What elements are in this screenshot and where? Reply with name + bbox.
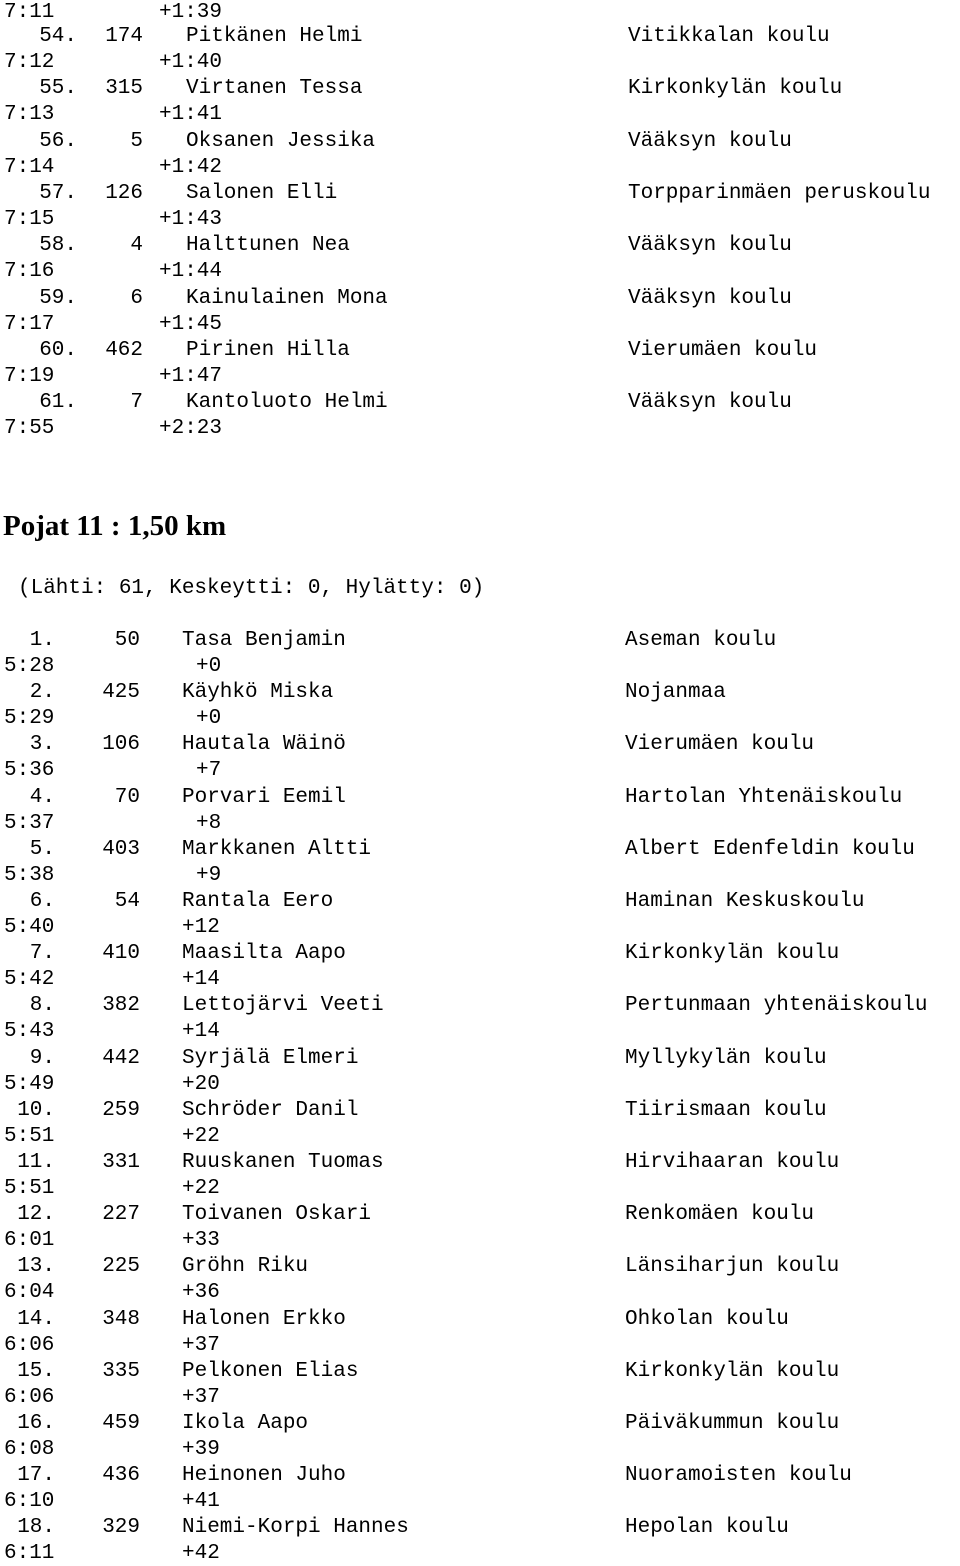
result-rank: 60. (39, 338, 77, 362)
result-name: Hautala Wäinö (182, 733, 346, 757)
result-time-row (0, 1333, 960, 1359)
result-school: Kirkonkylän koulu (625, 1359, 840, 1383)
leading-time-row (0, 0, 960, 26)
result-rank: 7. (29, 942, 55, 966)
result-time-row (0, 706, 960, 732)
result-time-row (0, 155, 960, 181)
result-time-row (0, 1019, 960, 1045)
result-row (0, 233, 960, 259)
result-diff: +33 (182, 1229, 220, 1253)
result-rank: 5. (29, 837, 55, 861)
result-time-row (0, 1437, 960, 1463)
result-school: Kirkonkylän koulu (625, 942, 840, 966)
result-bib: 7 (130, 391, 143, 415)
result-bib: 382 (102, 994, 140, 1018)
result-row (0, 338, 960, 364)
result-school: Vääksyn koulu (628, 391, 792, 415)
result-rank: 58. (39, 234, 77, 258)
result-time: 5:51 (4, 1124, 55, 1148)
result-time-row (0, 1385, 960, 1411)
result-time-row (0, 811, 960, 837)
result-rank: 15. (17, 1359, 55, 1383)
result-bib: 126 (105, 181, 143, 205)
result-time: 5:51 (4, 1177, 55, 1200)
result-name: Pitkänen Helmi (186, 25, 363, 48)
result-bib: 331 (102, 1151, 140, 1174)
result-bib: 329 (102, 1516, 140, 1540)
result-rank: 6. (29, 890, 55, 913)
result-rank: 16. (17, 1412, 55, 1435)
result-bib: 6 (130, 286, 143, 310)
result-school: Vitikkalan koulu (628, 25, 830, 48)
result-school: Haminan Keskuskoulu (625, 890, 865, 913)
result-school: Kirkonkylän koulu (628, 77, 843, 101)
result-name: Pelkonen Elias (182, 1359, 359, 1383)
result-time: 7:17 (4, 312, 55, 336)
result-rank: 1. (29, 629, 55, 652)
result-row (0, 1411, 960, 1437)
result-row (0, 1098, 960, 1124)
result-row (0, 628, 960, 654)
result-time-row (0, 967, 960, 993)
result-row (0, 1515, 960, 1541)
result-row (0, 76, 960, 102)
result-bib: 335 (102, 1359, 140, 1383)
result-name: Rantala Eero (182, 890, 334, 913)
result-diff: +42 (182, 1542, 220, 1566)
result-row (0, 1359, 960, 1385)
result-bib: 442 (102, 1046, 140, 1070)
result-bib: 106 (102, 733, 140, 757)
result-bib: 5 (130, 129, 143, 153)
result-row (0, 732, 960, 758)
result-row (0, 1150, 960, 1176)
result-diff: +8 (196, 811, 222, 835)
result-school: Pertunmaan yhtenäiskoulu (625, 994, 928, 1018)
result-time: 5:36 (4, 759, 55, 783)
result-time-row (0, 1280, 960, 1306)
result-row (0, 680, 960, 706)
result-diff: +37 (182, 1385, 220, 1409)
result-diff: +1:43 (159, 207, 223, 231)
result-row (0, 785, 960, 811)
result-row (0, 1463, 960, 1489)
result-rank: 4. (29, 785, 55, 809)
result-bib: 50 (114, 629, 140, 652)
result-diff: +22 (182, 1124, 220, 1148)
result-bib: 425 (102, 681, 140, 705)
result-time: 6:06 (4, 1385, 55, 1409)
result-school: Vääksyn koulu (628, 129, 792, 153)
result-time: 7:15 (4, 207, 55, 231)
result-time: 5:28 (4, 655, 55, 678)
result-time: 5:43 (4, 1020, 55, 1044)
result-diff: +36 (182, 1281, 220, 1305)
result-name: Kantoluoto Helmi (186, 391, 388, 415)
result-row (0, 889, 960, 915)
result-time-row (0, 1541, 960, 1566)
result-name: Oksanen Jessika (186, 129, 376, 153)
result-diff: +1:44 (159, 260, 223, 284)
result-time-row (0, 259, 960, 285)
result-rank: 17. (17, 1464, 55, 1488)
result-name: Toivanen Oskari (182, 1203, 372, 1227)
result-rank: 59. (39, 286, 77, 310)
section-summary: (Lähti: 61, Keskeytti: 0, Hylätty: 0) (18, 577, 485, 600)
result-name: Lettojärvi Veeti (182, 994, 384, 1018)
result-row (0, 1202, 960, 1228)
result-name: Porvari Eemil (182, 785, 346, 809)
result-bib: 403 (102, 837, 140, 861)
result-school: Nojanmaa (625, 681, 726, 705)
result-school: Vierumäen koulu (625, 733, 815, 757)
result-name: Niemi-Korpi Hannes (182, 1516, 409, 1540)
result-time: 6:06 (4, 1333, 55, 1357)
result-time-row (0, 1072, 960, 1098)
result-bib: 4 (130, 234, 143, 258)
result-diff: +1:45 (159, 312, 223, 336)
result-bib: 225 (102, 1255, 140, 1279)
result-school: Myllykylän koulu (625, 1046, 827, 1070)
result-row (0, 993, 960, 1019)
result-time-row (0, 416, 960, 442)
result-rank: 54. (39, 25, 77, 48)
result-name: Maasilta Aapo (182, 942, 346, 966)
result-rank: 8. (29, 994, 55, 1018)
result-rank: 3. (29, 733, 55, 757)
result-name: Virtanen Tessa (186, 77, 363, 101)
result-time: 7:16 (4, 260, 55, 284)
result-diff: +1:47 (159, 364, 223, 388)
result-name: Ikola Aapo (182, 1412, 309, 1435)
result-school: Aseman koulu (625, 629, 777, 652)
result-time: 5:29 (4, 707, 55, 731)
result-school: Albert Edenfeldin koulu (625, 837, 915, 861)
result-school: Päiväkummun koulu (625, 1412, 840, 1435)
result-row (0, 1307, 960, 1333)
result-diff: +1:40 (159, 51, 223, 74)
result-diff: +12 (182, 916, 220, 939)
result-rank: 14. (17, 1307, 55, 1331)
result-name: Markkanen Altti (182, 837, 372, 861)
result-school: Vääksyn koulu (628, 234, 792, 258)
result-rank: 9. (29, 1046, 55, 1070)
result-time-row (0, 1489, 960, 1515)
result-bib: 259 (102, 1098, 140, 1122)
result-time: 7:12 (4, 51, 55, 74)
result-bib: 436 (102, 1464, 140, 1488)
result-row (0, 941, 960, 967)
result-time: 6:10 (4, 1490, 55, 1514)
result-rank: 18. (17, 1516, 55, 1540)
result-school: Länsiharjun koulu (625, 1255, 840, 1279)
result-bib: 227 (102, 1203, 140, 1227)
result-time: 7:19 (4, 364, 55, 388)
result-bib: 348 (102, 1307, 140, 1331)
result-time-row (0, 1228, 960, 1254)
result-time-row (0, 863, 960, 889)
result-name: Tasa Benjamin (182, 629, 346, 652)
result-school: Hirvihaaran koulu (625, 1151, 840, 1174)
result-rank: 10. (17, 1098, 55, 1122)
result-time-row (0, 50, 960, 76)
result-time: 6:11 (4, 1542, 55, 1566)
result-diff: +39 (182, 1438, 220, 1461)
result-rank: 12. (17, 1203, 55, 1227)
result-time: 5:37 (4, 811, 55, 835)
result-diff: +1:39 (159, 1, 223, 24)
result-time: 6:04 (4, 1281, 55, 1305)
result-name: Heinonen Juho (182, 1464, 346, 1488)
section-title: Pojat 11 : 1,50 km (3, 510, 227, 542)
result-row (0, 129, 960, 155)
result-rank: 56. (39, 129, 77, 153)
result-time-row (0, 915, 960, 941)
result-school: Renkomäen koulu (625, 1203, 815, 1227)
result-name: Kainulainen Mona (186, 286, 388, 310)
result-time: 5:40 (4, 916, 55, 939)
result-diff: +14 (182, 968, 220, 992)
result-name: Ruuskanen Tuomas (182, 1151, 384, 1174)
result-rank: 2. (29, 681, 55, 705)
result-school: Hartolan Yhtenäiskoulu (625, 785, 903, 809)
result-school: Torpparinmäen peruskoulu (628, 181, 931, 205)
result-diff: +1:41 (159, 103, 223, 127)
result-school: Vääksyn koulu (628, 286, 792, 310)
result-name: Halttunen Nea (186, 234, 350, 258)
result-bib: 315 (105, 77, 143, 101)
result-time-row (0, 1176, 960, 1202)
result-name: Halonen Erkko (182, 1307, 346, 1331)
result-name: Schröder Danil (182, 1098, 359, 1122)
result-time: 7:55 (4, 417, 55, 441)
result-name: Salonen Elli (186, 181, 338, 205)
result-diff: +9 (196, 863, 222, 887)
result-name: Käyhkö Miska (182, 681, 334, 705)
result-bib: 54 (114, 890, 140, 913)
result-diff: +0 (196, 707, 222, 731)
result-time-row (0, 654, 960, 680)
result-name: Pirinen Hilla (186, 338, 350, 362)
result-time-row (0, 1124, 960, 1150)
result-name: Syrjälä Elmeri (182, 1046, 359, 1070)
result-time-row (0, 207, 960, 233)
result-school: Hepolan koulu (625, 1516, 789, 1540)
result-row (0, 837, 960, 863)
result-time: 5:49 (4, 1072, 55, 1096)
result-diff: +1:42 (159, 155, 223, 179)
result-time: 5:38 (4, 863, 55, 887)
result-school: Nuoramoisten koulu (625, 1464, 852, 1488)
result-bib: 174 (105, 25, 143, 48)
result-row (0, 390, 960, 416)
result-rank: 57. (39, 181, 77, 205)
result-rank: 61. (39, 391, 77, 415)
result-diff: +14 (182, 1020, 220, 1044)
result-row (0, 1046, 960, 1072)
result-time: 6:01 (4, 1229, 55, 1253)
result-rank: 55. (39, 77, 77, 101)
result-bib: 70 (114, 785, 140, 809)
result-time-row (0, 758, 960, 784)
result-time: 6:08 (4, 1438, 55, 1461)
result-diff: +0 (196, 655, 222, 678)
result-school: Vierumäen koulu (628, 338, 818, 362)
result-time-row (0, 312, 960, 338)
result-name: Gröhn Riku (182, 1255, 309, 1279)
result-time: 7:11 (4, 1, 55, 24)
result-time: 7:14 (4, 155, 55, 179)
result-school: Ohkolan koulu (625, 1307, 789, 1331)
result-row (0, 181, 960, 207)
result-rank: 13. (17, 1255, 55, 1279)
result-bib: 459 (102, 1412, 140, 1435)
result-bib: 462 (105, 338, 143, 362)
result-school: Tiirismaan koulu (625, 1098, 827, 1122)
result-diff: +22 (182, 1177, 220, 1200)
result-diff: +20 (182, 1072, 220, 1096)
result-diff: +37 (182, 1333, 220, 1357)
result-row (0, 286, 960, 312)
result-diff: +2:23 (159, 417, 223, 441)
result-time-row (0, 364, 960, 390)
result-diff: +7 (196, 759, 222, 783)
result-diff: +41 (182, 1490, 220, 1514)
result-bib: 410 (102, 942, 140, 966)
result-rank: 11. (17, 1151, 55, 1174)
result-time-row (0, 102, 960, 128)
result-time: 5:42 (4, 968, 55, 992)
result-row (0, 1254, 960, 1280)
result-row (0, 24, 960, 50)
result-time: 7:13 (4, 103, 55, 127)
